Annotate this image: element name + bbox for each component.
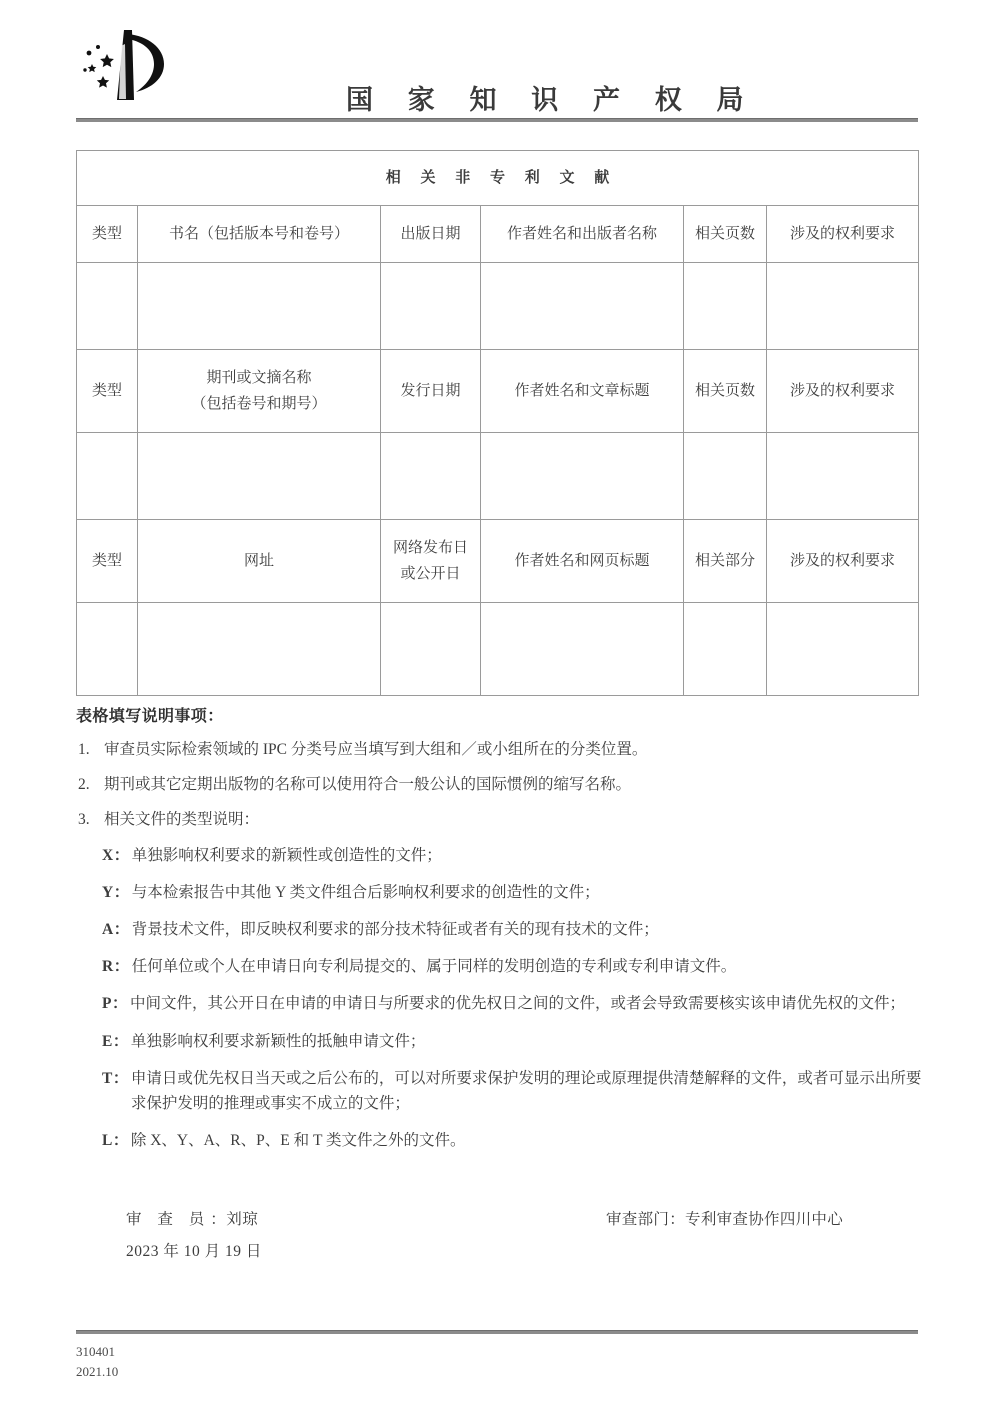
doc-type-l-desc: 除 X、Y、A、R、P、E 和 T 类文件之外的文件。	[130, 1131, 466, 1149]
journal-entry-type[interactable]	[77, 433, 138, 520]
table-title: 相 关 非 专 利 文 献	[77, 151, 919, 206]
website-entry-url[interactable]	[138, 603, 381, 696]
signature-left	[126, 1207, 262, 1261]
website-entry-date[interactable]	[381, 603, 481, 696]
doc-type-a-desc: 背景技术文件，即反映权利要求的部分技术特征或者有关的现有技术的文件；	[131, 921, 659, 939]
journal-header-title	[138, 350, 381, 433]
instruction-number-2: 2.	[78, 776, 90, 794]
instruction-text-2: 期刊或其它定期出版物的名称可以使用符合一般公认的国际惯例的缩写名称。	[104, 776, 632, 794]
form-version: 2021.10	[76, 1363, 119, 1379]
department-name: 专利审查协作四川中心	[685, 1211, 844, 1228]
book-header-author: 作者姓名和出版者名称	[481, 206, 684, 263]
doc-type-t-key: T：	[102, 1069, 129, 1087]
doc-type-p	[102, 991, 926, 1016]
organization-title: 国 家 知 识 产 权 局	[346, 85, 758, 115]
website-entry-type[interactable]	[77, 603, 138, 696]
instruction-item-3	[76, 808, 926, 832]
website-header-date	[381, 520, 481, 603]
doc-type-r-desc: 任何单位或个人在申请日向专利局提交的、属于同样的发明创造的专利或专利申请文件。	[131, 958, 737, 976]
website-header-part: 相关部分	[684, 520, 767, 603]
doc-type-r	[102, 954, 926, 979]
non-patent-literature-table	[76, 150, 919, 696]
doc-type-x-key: X：	[102, 847, 130, 865]
website-header-date-line2: 或公开日	[400, 566, 461, 582]
website-header-claims: 涉及的权利要求	[767, 520, 919, 603]
department-label: 审查部门：	[606, 1211, 686, 1228]
book-header-pages: 相关页数	[684, 206, 767, 263]
journal-header-date: 发行日期	[381, 350, 481, 433]
signature-date: 2023 年 10 月 19 日	[126, 1243, 262, 1260]
journal-entry-row[interactable]	[77, 433, 919, 520]
website-header-date-line1: 网络发布日	[392, 539, 468, 556]
signature-block	[76, 1207, 918, 1277]
form-code: 310401	[76, 1344, 115, 1359]
journal-header-row	[77, 350, 919, 433]
journal-header-claims: 涉及的权利要求	[767, 350, 919, 433]
journal-entry-author[interactable]	[481, 433, 684, 520]
instruction-number-1: 1.	[78, 741, 90, 758]
doc-type-x-desc: 单独影响权利要求的新颖性或创造性的文件；	[131, 847, 442, 865]
instruction-number-3: 3.	[78, 811, 90, 829]
instruction-text-1: 审查员实际检索领域的 IPC 分类号应当填写到大组和／或小组所在的分类位置。	[104, 741, 648, 758]
book-entry-claims[interactable]	[767, 263, 919, 350]
instruction-item-1	[76, 738, 926, 762]
book-header-type: 类型	[77, 206, 138, 263]
book-entry-type[interactable]	[77, 263, 138, 350]
doc-type-t	[102, 1066, 926, 1116]
journal-entry-date[interactable]	[381, 433, 481, 520]
header-divider	[76, 118, 918, 122]
journal-header-title-line2: （包括卷号和期号）	[191, 396, 327, 412]
book-entry-title[interactable]	[138, 263, 381, 350]
book-header-row	[77, 206, 919, 263]
book-entry-pages[interactable]	[684, 263, 767, 350]
instruction-text-3: 相关文件的类型说明：	[104, 811, 260, 829]
website-header-url: 网址	[138, 520, 381, 603]
form-footer	[76, 1342, 118, 1381]
website-entry-row[interactable]	[77, 603, 919, 696]
examiner-name: 刘琼	[226, 1211, 259, 1228]
footer-divider	[76, 1330, 918, 1334]
document-type-legend	[102, 843, 926, 1153]
doc-type-y	[102, 880, 926, 905]
journal-header-author: 作者姓名和文章标题	[481, 350, 684, 433]
journal-header-title-line1: 期刊或文摘名称	[206, 369, 312, 386]
book-header-date: 出版日期	[381, 206, 481, 263]
journal-header-type: 类型	[77, 350, 138, 433]
book-entry-author[interactable]	[481, 263, 684, 350]
website-header-type: 类型	[77, 520, 138, 603]
website-entry-author[interactable]	[481, 603, 684, 696]
website-entry-part[interactable]	[684, 603, 767, 696]
document-header	[76, 22, 918, 118]
journal-entry-claims[interactable]	[767, 433, 919, 520]
instruction-item-2	[76, 773, 926, 797]
journal-header-pages: 相关页数	[684, 350, 767, 433]
doc-type-a	[102, 917, 926, 942]
doc-type-r-key: R：	[102, 958, 130, 976]
examiner-label: 审 查 员	[126, 1211, 211, 1228]
instructions-heading: 表格填写说明事项：	[76, 708, 224, 725]
doc-type-y-key: Y：	[102, 884, 130, 902]
website-header-author: 作者姓名和网页标题	[481, 520, 684, 603]
doc-type-e-key: E：	[102, 1032, 129, 1050]
department-line	[606, 1207, 843, 1229]
doc-type-e-desc: 单独影响权利要求新颖性的抵触申请文件；	[130, 1032, 426, 1050]
examiner-line	[126, 1207, 262, 1229]
doc-type-y-desc: 与本检索报告中其他 Y 类文件组合后影响权利要求的创造性的文件；	[131, 884, 600, 902]
doc-type-a-key: A：	[102, 921, 130, 939]
doc-type-p-key: P：	[102, 995, 128, 1013]
website-entry-claims[interactable]	[767, 603, 919, 696]
book-header-claims: 涉及的权利要求	[767, 206, 919, 263]
doc-type-e	[102, 1029, 926, 1054]
doc-type-x	[102, 843, 926, 868]
doc-type-p-desc: 中间文件，其公开日在申请的申请日与所要求的优先权日之间的文件，或者会导致需要核实该申请优先权的文件；	[129, 995, 905, 1013]
doc-type-l	[102, 1128, 926, 1153]
cnipa-pylon-stars-logo-icon	[76, 26, 172, 112]
doc-type-t-desc: 申请日或优先权日当天或之后公布的，可以对所要求保护发明的理论或原理提供清楚解释的文件，或者可显示出所要求保护发明的推理或事实不成立的文件；	[130, 1069, 922, 1112]
website-header-row	[77, 520, 919, 603]
table-title-row	[77, 151, 919, 206]
examiner-separator: ：	[210, 1211, 227, 1228]
book-entry-date[interactable]	[381, 263, 481, 350]
journal-entry-title[interactable]	[138, 433, 381, 520]
book-header-title: 书名（包括版本号和卷号）	[138, 206, 381, 263]
journal-entry-pages[interactable]	[684, 433, 767, 520]
doc-type-l-key: L：	[102, 1131, 129, 1149]
form-instructions	[76, 703, 926, 1165]
book-entry-row[interactable]	[77, 263, 919, 350]
